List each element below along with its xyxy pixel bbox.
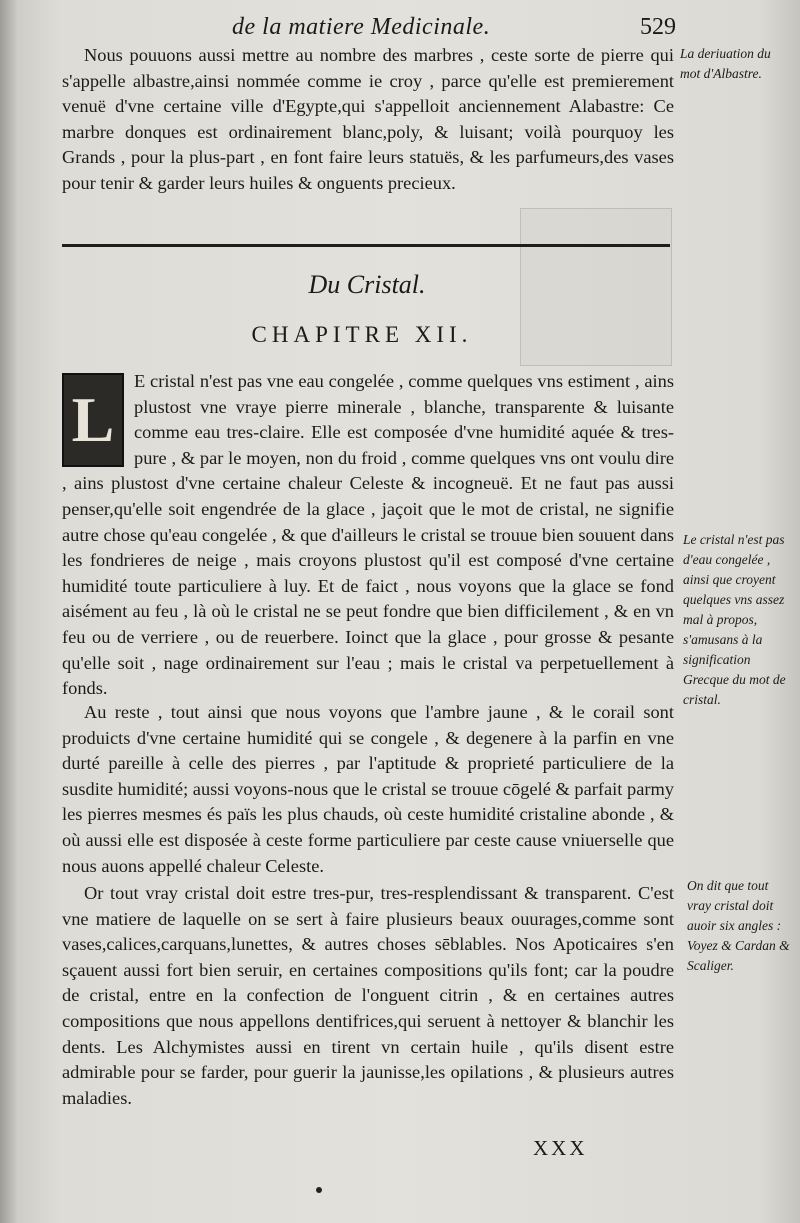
paragraph-text: E cristal n'est pas vne eau congelée , comme quelques vns estiment , ains plustost vne vraye pierre minerale , blanche, transparente & luisante comme eau tres-claire. Elle est composée d'vne humidité aquée & tres-pure , & par le moyen, non du froid , comme quelques vns ont voulu dire , ains plustost d'vne certaine chaleur Celeste & incogneuë. Et ne faut pas aussi penser,qu'elle soit engendrée de la glace , jaçoit que le mot de cristal, ne signifie autre chose qu'eau congelée , & que d'ailleurs le cristal se trouue bien souuent dans les fondrieres de neige , mais croyons plustost qu'il est composé d'vne certaine humidité toute particuliere à luy. Et de faict , nous voyons que la glace se fond aisément au feu , là où le cristal ne se peut fondre que bien difficilement , & en vn feu ou de verriere , ou de reuerbere. Ioinct que la glace , pour grosse & pesante qu'elle soit , nage ordinairement sur l'eau ; mais le cristal va perpetuellement à fonds.: [62, 371, 674, 699]
section-divider: [62, 244, 670, 247]
paragraph-albastre: [62, 43, 674, 197]
chapter-title: CHAPITRE XII.: [251, 322, 473, 347]
page-number: 529: [640, 14, 676, 40]
paragraph-text: Or tout vray cristal doit estre tres-pur, tres-resplendissant & transparent. C'est vne matiere de laquelle on se sert à faire plusieurs beaux ouurages,comme sont vases,calices,carquans,lunettes, & autres choses sēblables. Nos Apoticaires s'en sçauent aussi fort bien seruir, en certaines compositions qu'ils font; car la poudre de cristal, entre en la confection de l'onguent citrin , & en certaines autres compositions que nous appellons dentifrices,qui seruent à nettoyer & blanchir les dents. Les Alchymistes aussi en tirent vn certain huile , qu'ils disent estre admirable pour se farder, pour guerir la jaunisse,les opilations , & plusieurs autres maladies.: [62, 883, 674, 1108]
page-header: [0, 14, 800, 44]
paragraph-text: Au reste , tout ainsi que nous voyons que l'ambre jaune , & le corail sont produicts d'vne certaine humidité qui se congele , & degenere à la parfin en vne durté pareille à celle des pierres , par l'aptitude & proprieté particuliere de la susdite humidité; aussi voyons-nous que le cristal se trouue cōgelé & parfait parmy les pierres mesmes és païs les plus chauds, où ceste humidité cristaline abonde , & où aussi elle est disposée à ceste forme particuliere par ceste cause vniuerselle que nous auons appellé chaleur Celeste.: [62, 702, 674, 876]
paragraph-ambre: [62, 700, 674, 879]
section-title: Du Cristal.: [308, 270, 426, 299]
ink-dot: [316, 1187, 322, 1193]
ornamental-drop-cap: L: [62, 373, 124, 467]
margin-note-cristal: Le cristal n'est pas d'eau congelée , ainsi que croyent quelques vns assez mal à propos, s'amusans à la signification Grecque du mot de cristal.: [683, 532, 786, 707]
margin-note-albastre: La deriuation du mot d'Albastre.: [680, 46, 771, 81]
paragraph-usages: [62, 881, 674, 1111]
running-title: de la matiere Medicinale.: [232, 14, 491, 40]
paragraph-text: Nous pouuons aussi mettre au nombre des marbres , ceste sorte de pierre qui s'appelle albastre,ainsi nommée comme ie croy , parce qu'elle est premierement venuë d'vne certaine ville d'Egypte,qui s'appelloit anciennement Alabastre: Ce marbre donques est ordinairement blanc,poly, & luisant; voilà pourquoy les Grands , pour la plus-part , en font faire leurs statuës, & les parfumeurs,des vases pour tenir & garder leurs huiles & onguents precieux.: [62, 45, 674, 193]
margin-note-angles: On dit que tout vray cristal doit auoir six angles : Voyez & Cardan & Scaliger.: [687, 878, 790, 973]
signature-mark: XXX: [533, 1136, 588, 1160]
paragraph-cristal-intro: [62, 369, 674, 702]
